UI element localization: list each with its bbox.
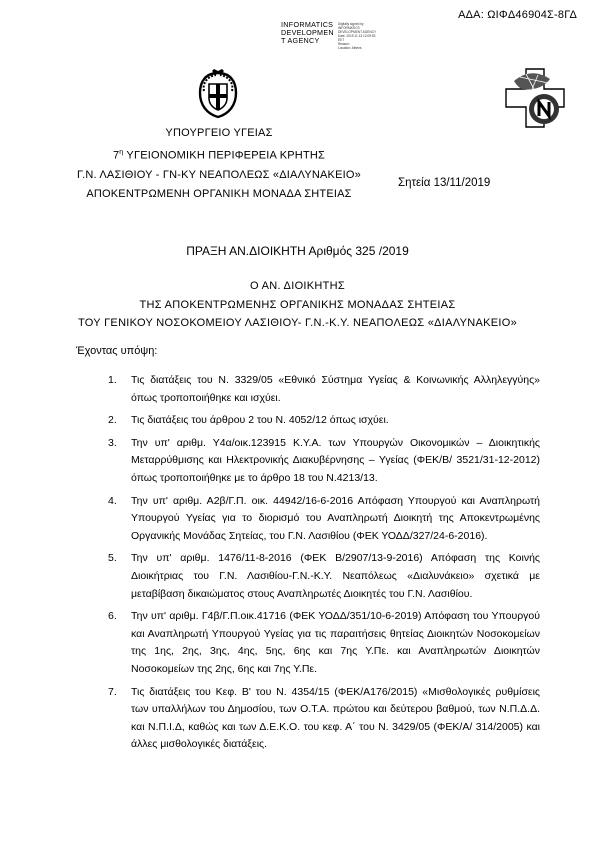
list-item: 1. Τις διατάξεις του Ν. 3329/05 «Εθνικό Σύστημα Υγείας & Κοινωνικής Αλληλεγγύης» όπως τροποποιήθηκε και ισχύει. [108,374,540,404]
document-date: Σητεία 13/11/2019 [398,177,491,189]
hospital-logo-icon [504,67,566,129]
ida-line: INFORMATICS [281,20,334,29]
ida-small-line: Location: Athens [337,46,362,50]
list-item: 3. Την υπ' αριθμ. Υ4α/οικ.123915 Κ.Υ.Α. των Υπουργών Οικονομικών – Διοικητικής Μεταρρύθμισης και Ηλεκτρονικής Διακυβέρνησης – Υγείας (ΦΕΚ/Β/ 3521/31-12-2012) όπως τροποποιήθηκε με το άρθρο 18 του Ν.4213/13. [108,436,540,484]
director-line: Ο ΑΝ. ΔΙΟΙΚΗΤΗΣ [249,280,346,292]
ida-small-line: Date: 2019.11.13 12:09:53 [337,34,376,38]
unit-name: ΑΠΟΚΕΝΤΡΩΜΕΝΗ ΟΡΓΑΝΙΚΗ ΜΟΝΑΔΑ ΣΗΤΕΙΑΣ [86,187,352,200]
act-title: ΠΡΑΞΗ ΑΝ.ΔΙΟΙΚΗΤΗ Αριθμός 325 /2019 [186,244,409,258]
director-line: ΤΟΥ ΓΕΝΙΚΟΥ ΝΟΣΟΚΟΜΕΙΟΥ ΛΑΣΙΘΙΟΥ- Γ.Ν.-Κ.Υ. ΝΕΑΠΟΛΕΩΣ «ΔΙΑΛΥΝΑΚΕΙΟ» [77,317,518,329]
ministry-name: ΥΠΟΥΡΓΕΙΟ ΥΓΕΙΑΣ [165,127,273,139]
list-item: 2. Τις διατάξεις του άρθρου 2 του Ν. 4052/12 όπως ισχύει. [108,414,389,427]
list-item: 6. Την υπ' αριθμ. Γ4β/Γ.Π.οικ.41716 (ΦΕΚ ΥΟΔΔ/351/10-6-2019) Απόφαση του Υπουργού και Αναπληρωτή Υπουργού Υγείας για τις παραιτήσεις θητείας Διοικητών Νοσοκομείων της 1ης, 2ης, 3ης, 4ης, 5ης, 6ης και 7ης Υ.Πε. και Αναπληρωτών Διοικητών Νοσοκομείων της 2ης, 6ης και 7ης Υ.Πε. [108,610,540,675]
considerations-list [108,372,540,759]
ida-small-line: EET [337,38,345,42]
ida-small-line: Reason: [337,42,350,46]
ida-line: T AGENCY [281,36,320,45]
digital-signature-stamp [281,21,376,50]
ida-line: DEVELOPMEN [281,28,334,37]
list-item: 7. Τις διατάξεις του Κεφ. Β' του Ν. 4354/15 (ΦΕΚ/Α176/2015) «Μισθολογικές ρυθμίσεις των υπαλλήλων του Δημοσίου, των Ο.Τ.Α. πρώτου και δεύτερου βαθμού, των Ν.Π.Δ.Δ. και Ν.Π.Ι.Δ, καθώς και των Δ.Ε.Κ.Ο. του κεφ. Α΄ του Ν. 3429/05 (ΦΕΚ/Α/ 314/2005) και άλλες μισθολογικές διατάξεις. [108,685,540,751]
ida-small-line: DEVELOPMENT AGENCY [337,30,377,34]
ida-small-line: INFORMATICS [337,26,360,30]
director-heading [0,277,595,333]
greek-coat-of-arms-icon [196,69,240,119]
ida-small-line: Digitally signed by [337,22,364,26]
list-item: 4. Την υπ' αριθμ. Α2β/Γ.Π. οικ. 44942/16-6-2016 Απόφαση Υπουργού και Αναπληρωτή Υπουργού Υγείας για το διορισμό του Αναπληρωτή Διοικητή της Αποκεντρωμένης Οργανικής Μονάδας Σητείας, του Γ.Ν. Λασιθίου (ΦΕΚ ΥΟΔΔ/327/24-6-2016). [108,494,540,542]
director-line: ΤΗΣ ΑΠΟΚΕΝΤΡΩΜΕΝΗΣ ΟΡΓΑΝΙΚΗΣ ΜΟΝΑΔΑΣ ΣΗΤΕΙΑΣ [139,298,456,311]
considerations-intro: Έχοντας υπόψη: [76,345,158,357]
health-region-name: $7^\eta$ ΥΓΕΙΟΝΟΜΙΚΗ ΠΕΡΙΦΕΡΕΙΑ ΚΡΗΤΗΣ [112,149,326,162]
list-item: 5. Την υπ' αριθμ. 1476/11-8-2016 (ΦΕΚ Β/2907/13-9-2016) Απόφαση της Κοινής Διοικήτριας του Γ.Ν. Λασιθίου-Γ.Ν.-Κ.Υ. Νεαπόλεως «Διαλυνάκειο» σχετικά με μεταβίβαση δικαιώματος στους Αναπληρωτές Διοικητές του Γ.Ν. Λασιθίου. [108,552,540,600]
hospital-name: Γ.Ν. ΛΑΣΙΘΙΟΥ - ΓΝ-ΚΥ ΝΕΑΠΟΛΕΩΣ «ΔΙΑΛΥΝΑΚΕΙΟ» [77,168,361,181]
ada-code: ΑΔΑ: ΩΙΦΔ46904Σ-8ΓΔ [458,9,577,21]
organization-header [60,124,378,204]
